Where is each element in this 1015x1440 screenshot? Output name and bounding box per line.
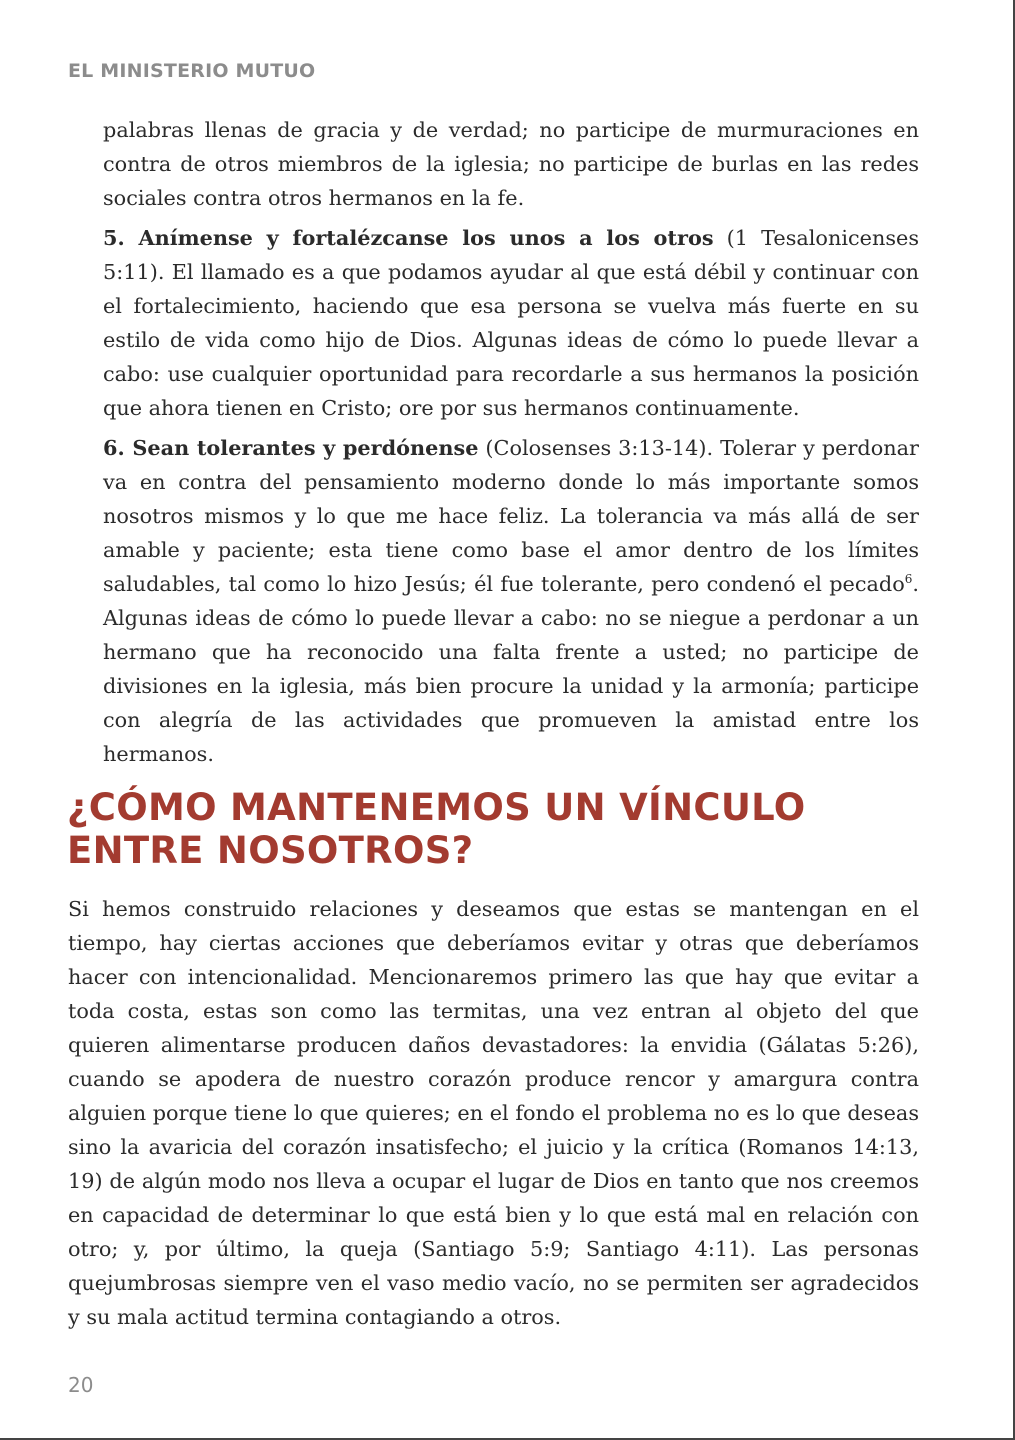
footnote-marker: 6 bbox=[904, 572, 913, 587]
list-item-6-title: 6. Sean tolerantes y perdónense bbox=[103, 435, 479, 460]
section-paragraph: Si hemos construido relaciones y deseamos que estas se mantengan en el tiempo, hay ciertas acciones que deberíamos evitar y otras que deberíamos hacer con intencionalidad. Mencionaremos primero las que hay que evitar a toda costa, estas son como las termitas, una vez entran al objeto del que quieren alimentarse producen daños devastadores: la envidia (Gálatas 5:26), cuando se apodera de nuestro corazón produce rencor y amargura contra alguien porque tiene lo que quieres; en el fondo el problema no es lo que deseas sino la avaricia del corazón insatisfecho; el juicio y la crítica (Romanos 14:13, 19) de algún modo nos lleva a ocupar el lugar de Dios en tanto que nos creemos en capacidad de determinar lo que está bien y lo que está mal en relación con otro; y, por último, la queja (Santiago 5:9; Santiago 4:11). Las personas quejumbrosas siempre ven el vaso medio vacío, no se permiten ser agradecidos y su mala actitud termina contagiando a otros. bbox=[68, 897, 919, 1329]
section-heading: ¿CÓMO MANTENEMOS UN VÍNCULO ENTRE NOSOTROS? bbox=[67, 786, 806, 872]
list-item-5-title: 5. Anímense y fortalézcanse los unos a los otros bbox=[103, 225, 714, 250]
list-item-6 bbox=[103, 431, 919, 771]
numbered-list-continued bbox=[103, 113, 919, 771]
list-item-5 bbox=[103, 221, 919, 425]
list-item-5-text: (1 Tesalonicenses 5:11). El llamado es a que podamos ayudar al que está débil y continuar con el fortalecimiento, haciendo que esa persona se vuelva más fuerte en su estilo de vida como hijo de Dios. Algunas ideas de cómo lo puede llevar a cabo: use cualquier oportunidad para recordarle a sus hermanos la posición que ahora tienen en Cristo; ore por sus hermanos continuamente. bbox=[103, 226, 919, 420]
list-item-6-text-a: (Colosenses 3:13-14). Tolerar y perdonar va en contra del pensamiento moderno donde lo más importante somos nosotros mismos y lo que me hace feliz. La tolerancia va más allá de ser amable y paciente; esta tiene como base el amor dentro de los límites saludables, tal como lo hizo Jesús; él fue tolerante, pero condenó el pecado bbox=[103, 436, 919, 596]
list-item-4-continuation: palabras llenas de gracia y de verdad; no participe de murmuraciones en contra de otros miembros de la iglesia; no participe de burlas en las redes sociales contra otros hermanos en la fe. bbox=[103, 118, 919, 210]
page-number: 20 bbox=[68, 1373, 94, 1397]
section-body bbox=[68, 892, 919, 1334]
running-title: EL MINISTERIO MUTUO bbox=[68, 60, 316, 82]
list-item-6-text-b: . Algunas ideas de cómo lo puede llevar a cabo: no se niegue a perdonar a un hermano que ha reconocido una falta frente a usted; no participe de divisiones en la iglesia, más bien procure la unidad y la armonía; participe con alegría de las actividades que promueven la amistad entre los hermanos. bbox=[103, 572, 919, 766]
